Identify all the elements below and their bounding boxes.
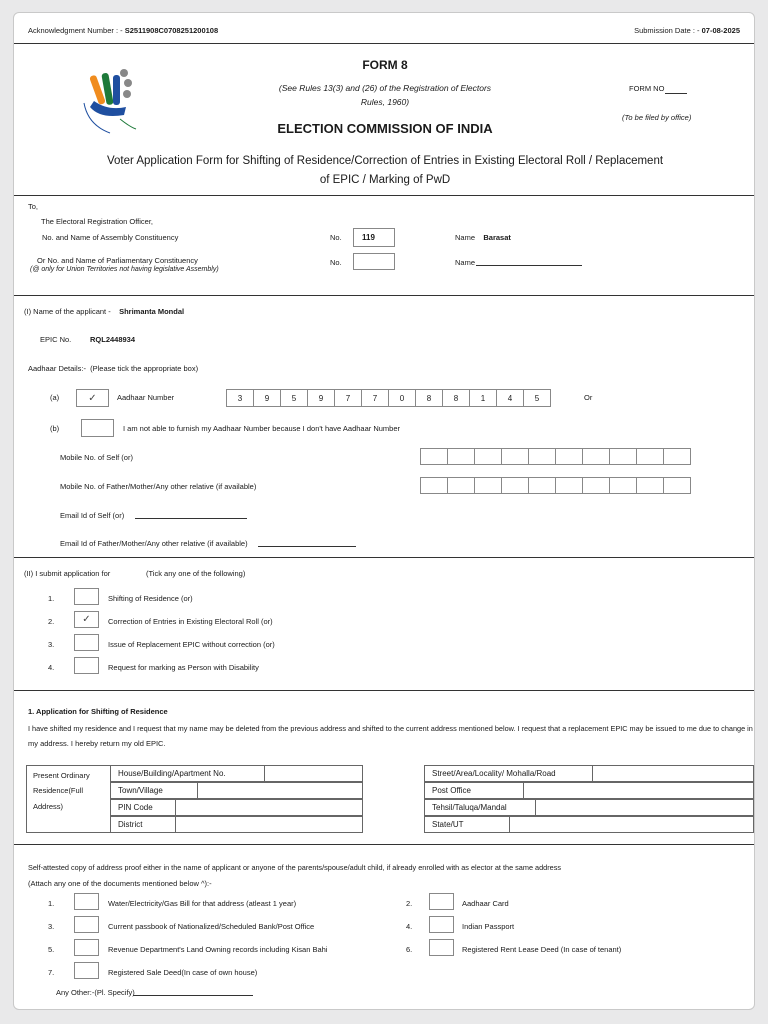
shifting-heading: 1. Application for Shifting of Residence [28, 707, 168, 716]
ero-label: The Electoral Registration Officer, [41, 217, 153, 226]
epic-value: RQL2448934 [90, 335, 136, 344]
application-option-number: 3. [48, 640, 55, 649]
present-address-label-3: Address) [33, 802, 64, 811]
assembly-no-label: No. [330, 233, 342, 242]
present-address-label-1: Present Ordinary [33, 771, 90, 780]
mobile-relative-digit-box[interactable] [582, 477, 610, 494]
form-no-label: FORM NO [629, 84, 665, 93]
submission-date: 07-08-2025 [701, 26, 740, 35]
shifting-para-line-1: I have shifted my residence and I request that my name may be deleted from the previous address and shifted to the current address mentioned below. I request that a replacement EPIC may be issued to me due to change in [28, 724, 753, 733]
aadhaar-option-checkbox[interactable]: ✓ [76, 389, 109, 407]
no-aadhaar-checkbox[interactable] [81, 419, 114, 437]
applicant-name-value: Shrimanta Mondal [119, 307, 185, 316]
parliament-label: Or No. and Name of Parliamentary Constituency [37, 256, 198, 265]
parliament-name-blank[interactable] [476, 265, 582, 266]
address-field-input[interactable] [264, 765, 363, 782]
mobile-self-digit-box[interactable] [609, 448, 637, 465]
mobile-self-digit-box[interactable] [474, 448, 502, 465]
office-note: (To be filed by office) [622, 113, 692, 122]
application-option-number: 4. [48, 663, 55, 672]
document-option-text: Water/Electricity/Gas Bill for that address (atleast 1 year) [108, 899, 297, 908]
form-subtitle-line-2: of EPIC / Marking of PwD [319, 174, 451, 186]
address-field-label: Town/Village [110, 782, 198, 799]
assembly-no-field[interactable]: 119 [353, 228, 395, 247]
documents-line-1: Self-attested copy of address proof either in the name of applicant or anyone of the parents/spouse/adult child, if already enrolled with as elector at the same address [28, 863, 561, 872]
document-option-number: 7. [48, 968, 55, 977]
document-option-checkbox[interactable] [429, 916, 454, 933]
aadhaar-digit-box[interactable]: 8 [415, 389, 443, 407]
or-label: Or [584, 393, 593, 402]
address-field-label: District [110, 816, 176, 833]
application-option-checkbox[interactable] [74, 657, 99, 674]
submission-date-label: Submission Date : - 07-08-2025 [634, 26, 740, 35]
parliament-no-field[interactable] [353, 253, 395, 270]
address-field-input[interactable] [175, 816, 363, 833]
mobile-relative-digit-box[interactable] [420, 477, 448, 494]
address-field-input[interactable] [523, 782, 754, 799]
parliament-note: (@ only for Union Territories not having legislative Assembly) [30, 266, 219, 273]
assembly-name-label: Name Barasat [455, 233, 511, 242]
applicant-name-label: (I) Name of the applicant - Shrimanta Mondal [24, 307, 185, 316]
aadhaar-digit-box[interactable]: 9 [253, 389, 281, 407]
mobile-relative-digit-box[interactable] [528, 477, 556, 494]
commission-name: ELECTION COMMISSION OF INDIA [277, 121, 493, 136]
address-field-label: PIN Code [110, 799, 176, 816]
application-option-text: Correction of Entries in Existing Electoral Roll (or) [108, 617, 273, 626]
any-other-blank[interactable] [133, 995, 253, 996]
document-option-number: 1. [48, 899, 55, 908]
address-field-label: House/Building/Apartment No. [110, 765, 265, 782]
application-option-checkbox[interactable] [74, 634, 99, 651]
aadhaar-digit-box[interactable]: 7 [361, 389, 389, 407]
application-option-text: Issue of Replacement EPIC without correction (or) [108, 640, 275, 649]
aadhaar-details-label: Aadhaar Details:- (Please tick the appropriate box) [28, 364, 199, 373]
mobile-relative-digit-box[interactable] [636, 477, 664, 494]
address-field-input[interactable] [592, 765, 754, 782]
document-option-checkbox[interactable] [74, 916, 99, 933]
mobile-relative-label: Mobile No. of Father/Mother/Any other relative (if available) [60, 482, 257, 491]
mobile-relative-digit-box[interactable] [609, 477, 637, 494]
aadhaar-digit-box[interactable]: 3 [226, 389, 254, 407]
application-divider [14, 690, 755, 691]
mobile-relative-digit-box[interactable] [555, 477, 583, 494]
mobile-self-label: Mobile No. of Self (or) [60, 453, 133, 462]
application-option-checkbox[interactable] [74, 588, 99, 605]
any-other-label: Any Other:-(Pl. Specify) [56, 988, 135, 997]
document-option-text: Registered Rent Lease Deed (In case of tenant) [462, 945, 622, 954]
application-option-number: 1. [48, 594, 55, 603]
application-for-note: (Tick any one of the following) [146, 569, 246, 578]
document-option-text: Registered Sale Deed(In case of own house) [108, 968, 258, 977]
address-field-input[interactable] [509, 816, 754, 833]
mobile-self-digit-box[interactable] [582, 448, 610, 465]
document-option-checkbox[interactable] [74, 939, 99, 956]
title-divider [14, 195, 755, 196]
address-field-label: Post Office [424, 782, 524, 799]
mobile-self-digit-box[interactable] [528, 448, 556, 465]
document-option-text: Indian Passport [462, 922, 515, 931]
email-self-blank[interactable] [135, 518, 247, 519]
document-option-number: 4. [406, 922, 413, 931]
aadhaar-digit-box[interactable]: 1 [469, 389, 497, 407]
present-address-label-2: Residence(Full [33, 786, 84, 795]
mobile-relative-digit-box[interactable] [474, 477, 502, 494]
document-option-number: 2. [406, 899, 413, 908]
option-b-label: (b) [50, 424, 60, 433]
document-option-checkbox[interactable] [74, 893, 99, 910]
epic-label: EPIC No. [40, 335, 72, 344]
address-divider [14, 844, 755, 845]
address-field-input[interactable] [535, 799, 754, 816]
email-self-label: Email Id of Self (or) [60, 511, 125, 520]
to-divider [14, 295, 755, 296]
rules-line-2: Rules, 1960) [360, 97, 410, 107]
form-page [13, 12, 755, 1010]
mobile-self-digit-box[interactable] [555, 448, 583, 465]
parliament-name-label: Name [455, 258, 476, 267]
aadhaar-digit-box[interactable]: 9 [307, 389, 335, 407]
documents-line-2: (Attach any one of the documents mentioned below ^):- [28, 879, 212, 888]
document-option-text: Current passbook of Nationalized/Scheduled Bank/Post Office [108, 922, 315, 931]
address-field-input[interactable] [197, 782, 363, 799]
acknowledgment-label: Acknowledgment Number : - S2511908C0708251200108 [28, 26, 219, 35]
aadhaar-digit-box[interactable]: 0 [388, 389, 416, 407]
acknowledgment-number: S2511908C0708251200108 [124, 26, 219, 35]
document-option-checkbox[interactable] [74, 962, 99, 979]
application-for-label: (II) I submit application for [24, 569, 111, 578]
to-label: To, [28, 202, 39, 211]
aadhaar-digit-box[interactable]: 8 [442, 389, 470, 407]
mobile-relative-digit-box[interactable] [447, 477, 475, 494]
assembly-label: No. and Name of Assembly Constituency [42, 233, 179, 242]
mobile-self-digit-box[interactable] [501, 448, 529, 465]
document-option-checkbox[interactable] [429, 893, 454, 910]
address-field-label: Tehsil/Taluqa/Mandal [424, 799, 536, 816]
option-a-label: (a) [50, 393, 60, 402]
rules-line-1: (See Rules 13(3) and (26) of the Registration of Electors [278, 83, 492, 93]
form-name: FORM 8 [362, 58, 408, 72]
aadhaar-digit-box[interactable]: 5 [280, 389, 308, 407]
application-option-checkbox[interactable]: ✓ [74, 611, 99, 628]
document-option-number: 6. [406, 945, 413, 954]
document-option-checkbox[interactable] [429, 939, 454, 956]
mobile-self-digit-box[interactable] [636, 448, 664, 465]
mobile-relative-digit-box[interactable] [501, 477, 529, 494]
email-relative-label: Email Id of Father/Mother/Any other relative (if available) [60, 539, 248, 548]
aadhaar-digit-box[interactable]: 4 [496, 389, 524, 407]
document-option-text: Revenue Department's Land Owning records including Kisan Bahi [108, 945, 328, 954]
email-relative-blank[interactable] [258, 546, 356, 547]
form-no-blank[interactable] [665, 93, 687, 94]
address-field-label: State/UT [424, 816, 510, 833]
address-field-label: Street/Area/Locality/ Mohalla/Road [424, 765, 593, 782]
mobile-self-digit-box[interactable] [420, 448, 448, 465]
aadhaar-digit-box[interactable]: 7 [334, 389, 362, 407]
aadhaar-number-label: Aadhaar Number [117, 393, 175, 402]
application-option-text: Request for marking as Person with Disability [108, 663, 259, 672]
aadhaar-digit-box[interactable]: 5 [523, 389, 551, 407]
application-option-text: Shifting of Residence (or) [108, 594, 193, 603]
parliament-no-label: No. [330, 258, 342, 267]
mobile-self-digit-box[interactable] [663, 448, 691, 465]
mobile-self-digit-box[interactable] [447, 448, 475, 465]
document-option-number: 3. [48, 922, 55, 931]
application-option-number: 2. [48, 617, 55, 626]
mobile-relative-digit-box[interactable] [663, 477, 691, 494]
assembly-name-value: Barasat [483, 233, 511, 242]
form-subtitle-line-1: Voter Application Form for Shifting of Residence/Correction of Entries in Existing Electoral Roll / Replacement [106, 155, 664, 167]
no-aadhaar-text: I am not able to furnish my Aadhaar Number because I don't have Aadhaar Number [123, 424, 401, 433]
applicant-divider [14, 557, 755, 558]
shifting-para-line-2: my address. I hereby return my old EPIC. [28, 739, 166, 748]
header-divider [14, 43, 755, 44]
document-option-text: Aadhaar Card [462, 899, 509, 908]
document-option-number: 5. [48, 945, 55, 954]
address-field-input[interactable] [175, 799, 363, 816]
